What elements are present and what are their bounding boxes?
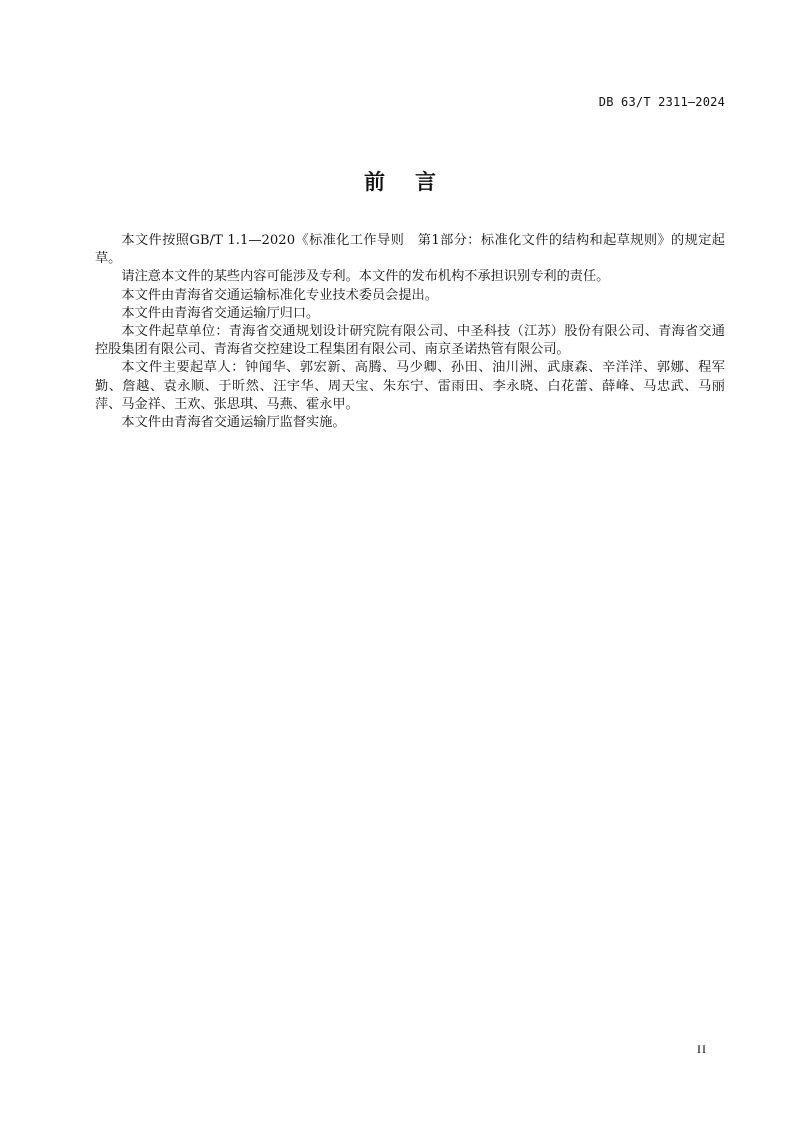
paragraph-drafting-units: 本文件起草单位：青海省交通规划设计研究院有限公司、中圣科技（江苏）股份有限公司、青海省交通控股集团有限公司、青海省交控建设工程集团有限公司、南京圣诺热管有限公司。 xyxy=(95,324,725,358)
document-code: DB 63/T 2311—2024 xyxy=(598,95,725,109)
page-title: 前言 xyxy=(364,170,466,194)
paragraph-drafting-rules: 本文件按照GB/T 1.1—2020《标准化工作导则 第1部分：标准化文件的结构和起草规则》的规定起草。 xyxy=(95,233,725,267)
paragraph-patent-notice: 请注意本文件的某些内容可能涉及专利。本文件的发布机构不承担识别专利的责任。 xyxy=(121,269,610,285)
paragraph-supervision: 本文件由青海省交通运输厅监督实施。 xyxy=(121,415,346,431)
paragraph-main-drafters: 本文件主要起草人：钟闻华、郭宏新、高腾、马少卿、孙田、油川洲、武康森、辛洋洋、郭娜、程军勤、詹越、袁永顺、于昕然、汪宇华、周天宝、朱东宁、雷雨田、李永晓、白花蕾、薛峰、马忠武、马丽萍、马金祥、王欢、张思琪、马燕、霍永甲。 xyxy=(95,360,725,412)
paragraph-centralized-by: 本文件由青海省交通运输厅归口。 xyxy=(121,305,320,321)
page-number: II xyxy=(697,1042,707,1056)
paragraph-proposed-by: 本文件由青海省交通运输标准化专业技术委员会提出。 xyxy=(121,287,438,303)
foreword-body xyxy=(95,232,725,432)
